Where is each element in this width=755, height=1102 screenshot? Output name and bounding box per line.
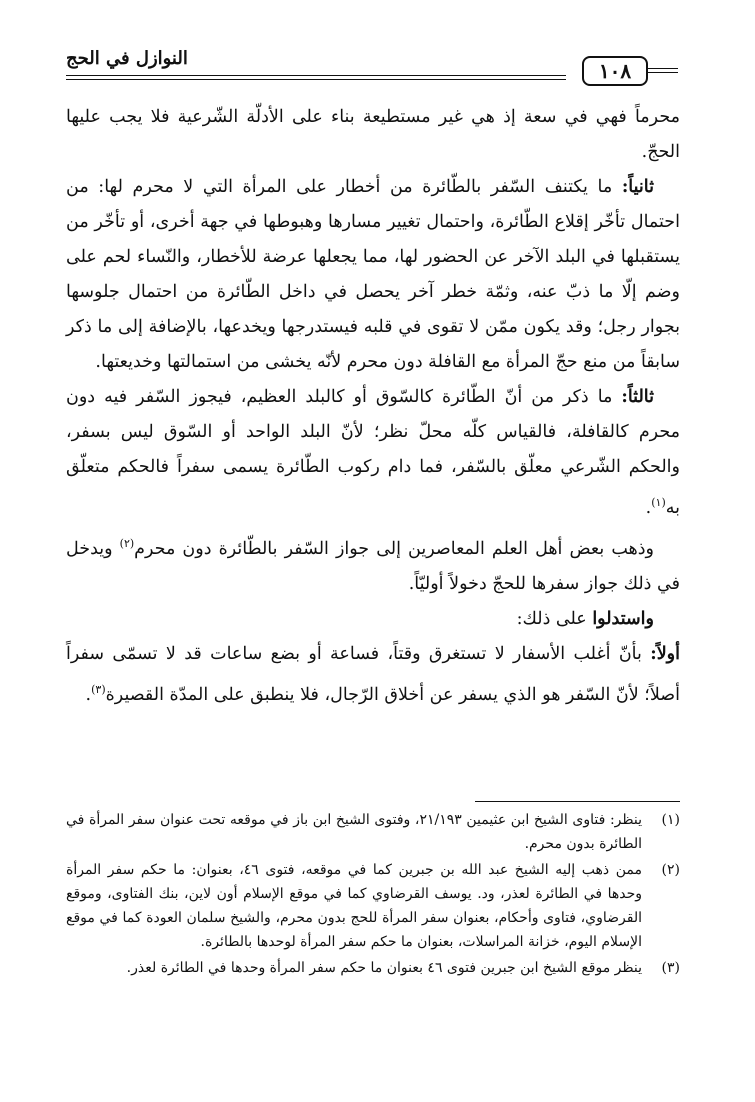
footnote-ref-2[interactable]: (٢) [119, 536, 135, 550]
footnote-2 [66, 858, 680, 954]
running-title: النوازل في الحج [66, 48, 196, 69]
page-header [66, 48, 678, 92]
paragraph-6 [66, 637, 680, 713]
footnote-text: ينظر موقع الشيخ ابن جبرين فتوى ٤٦ بعنوان ما حكم سفر المرأة وحدها في الطائرة لعذر. [126, 960, 642, 976]
paragraph-2 [66, 170, 680, 380]
footnote-text: ينظر: فتاوى الشيخ ابن عثيمين ٢١/١٩٣، وفتوى الشيخ ابن باز في موقعه تحت عنوان سفر المرأة في الطائرة بدون محرم. [66, 812, 643, 852]
paragraph-6-lead: أولاً: [650, 643, 680, 664]
footnote-number: (١) [661, 812, 680, 828]
paragraph-2-text: ما يكتنف السّفر بالطّائرة من أخطار على المرأة التي لا محرم لها: من احتمال تأخّر إقلاع الطّائرة، واحتمال تغيير مسارها وهبوطها في جهة أخرى، أو تأخّر من يستقبلها في البلد الآخر عن الحضور لها، مما يجعلها عرضة للأخطار، والنّساء لحم على وضم إلّا ما ذبّ عنه، وثمّة خطر آخر يحصل في داخل الطّائرة من احتمال جلوسها بجوار رجل؛ وقد يكون ممّن لا تقوى في قلبه فيستدرجها ويخدعها، بالإضافة إلى ما ذكر سابقاً من منع حجّ المرأة مع القافلة دون محرم لأنّه يخشى من استمالتها وخديعتها. [66, 177, 680, 372]
paragraph-3-end: . [645, 497, 652, 518]
paragraph-3 [66, 380, 680, 526]
paragraph-1-text: محرماً فهي في سعة إذ هي غير مستطيعة بناء على الأدلّة الشّرعية فلا يجب عليها الحجّ. [66, 107, 680, 162]
footnote-separator [475, 801, 680, 802]
header-rule-right-double [648, 72, 678, 73]
footnote-3 [66, 956, 680, 980]
footnote-number: (٢) [661, 862, 680, 878]
paragraph-6-end: . [85, 684, 92, 705]
paragraph-4-text: وذهب بعض أهل العلم المعاصرين إلى جواز السّفر بالطّائرة دون محرم [134, 538, 654, 559]
footnote-ref-3[interactable]: (٣) [91, 682, 106, 696]
header-rule-right [648, 68, 678, 69]
paragraph-5-text: على ذلك: [516, 608, 593, 629]
paragraph-6-text: بأنّ أغلب الأسفار لا تستغرق وقتاً، فساعة أو بضع ساعات قد لا تسمّى سفراً أصلاً؛ لأنّ السّفر هو الذي يسفر عن أخلاق الرّجال، فلا ينطبق على المدّة القصيرة [66, 643, 680, 705]
footnotes [66, 808, 680, 982]
paragraph-3-lead: ثالثاً: [621, 387, 654, 407]
page-number: ١٠٨ [582, 56, 648, 86]
main-text [66, 100, 680, 712]
paragraph-4-end: ويدخل في ذلك جواز سفرها للحجّ دخولاً أوليّاً. [66, 538, 680, 594]
header-rule [66, 75, 566, 76]
paragraph-2-lead: ثانياً: [621, 177, 654, 197]
paragraph-5-lead: واستدلوا [592, 608, 654, 629]
paragraph-4 [66, 526, 680, 602]
footnote-1 [66, 808, 680, 856]
header-rule-double [66, 79, 566, 80]
footnote-text: ممن ذهب إليه الشيخ عبد الله بن جبرين كما في موقعه، فتوى ٤٦، بعنوان: ما حكم سفر المرأة وحدها في الطائرة لعذر، ود. يوسف القرضاوي كما في موقع الإسلام أون لاين، بنك الفتاوى، وموقع القرضاوي، فتاوى وأحكام، بعنوان سفر المرأة للحج بدون محرم، والشيخ سلمان العودة كما في موقع الإسلام اليوم، خزانة المراسلات، بعنوان ما حكم سفر المرأة لوحدها بالطائرة. [66, 862, 643, 950]
paragraph-5 [66, 602, 680, 637]
footnote-number: (٣) [661, 960, 680, 976]
footnote-ref-1[interactable]: (١) [651, 496, 666, 509]
paragraph-3-text: ما ذكر من أنّ الطّائرة كالسّوق أو كالبلد العظيم، فيجوز السّفر فيه دون محرم كالقافلة، فالقياس كلّه محلّ نظر؛ لأنّ البلد الواحد أو السّوق ليس بسفر، والحكم الشّرعي معلّق بالسّفر، فما دام ركوب الطّائرة يسمى سفراً فالحكم متعلّق به [66, 387, 680, 518]
paragraph-1 [66, 100, 680, 170]
